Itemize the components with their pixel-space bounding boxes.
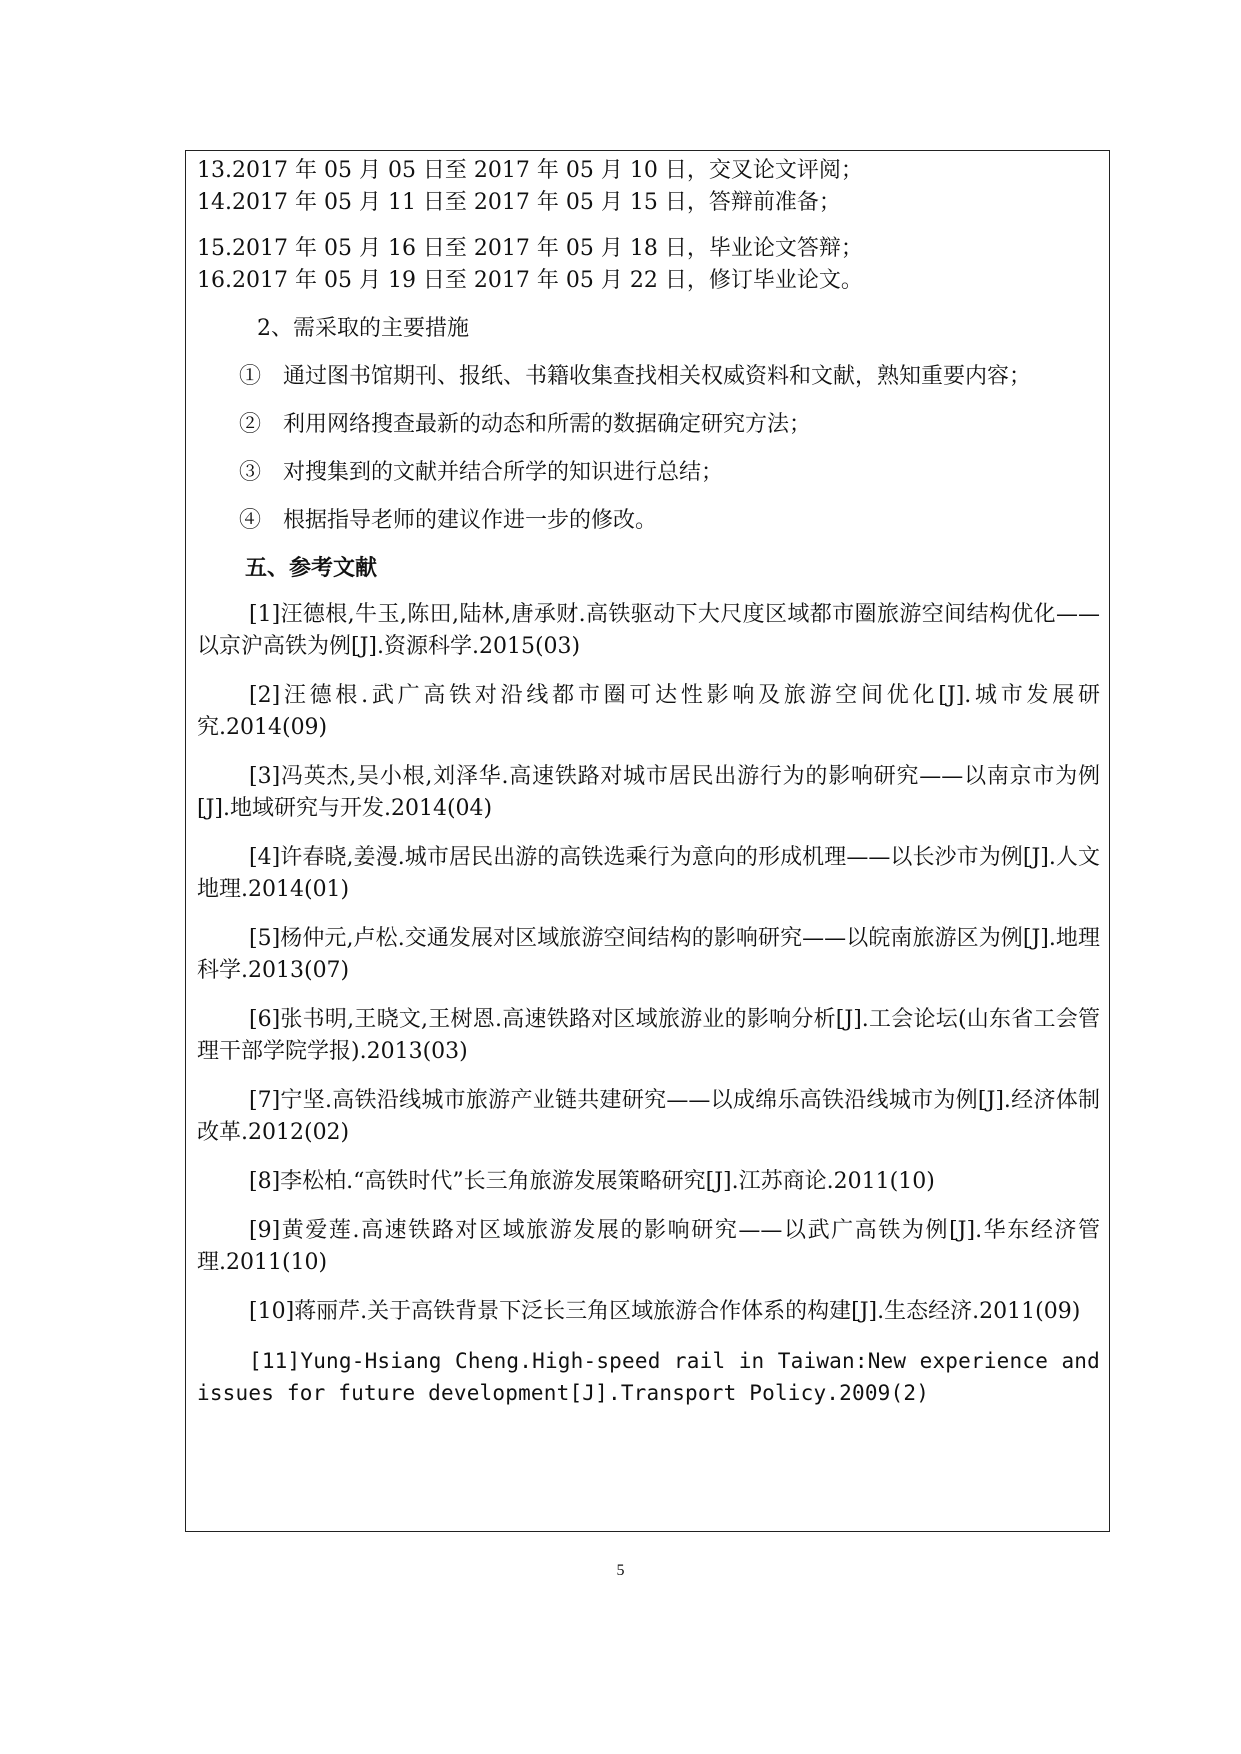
measure-item-4: ④ 根据指导老师的建议作进一步的修改。 — [239, 508, 658, 533]
measure-item-3: ③ 对搜集到的文献并结合所学的知识进行总结； — [239, 460, 724, 485]
reference-item: [3]冯英杰,吴小根,刘泽华.高速铁路对城市居民出游行为的影响研究——以南京市为例[J].地域研究与开发.2014(04) — [197, 764, 1100, 821]
measures-heading: 2、需采取的主要措施 — [257, 316, 469, 341]
reference-item: [4]许春晓,姜漫.城市居民出游的高铁选乘行为意向的形成机理——以长沙市为例[J].人文地理.2014(01) — [197, 845, 1100, 902]
reference-item: [8]李松柏.“高铁时代”长三角旅游发展策略研究[J].江苏商论.2011(10) — [249, 1169, 935, 1194]
document-body — [197, 155, 1100, 1426]
reference-item: [5]杨仲元,卢松.交通发展对区域旅游空间结构的影响研究——以皖南旅游区为例[J].地理科学.2013(07) — [197, 926, 1100, 983]
page-number: 5 — [616, 1562, 625, 1579]
references-heading: 五、参考文献 — [245, 556, 378, 581]
schedule-item-14: 14.2017 年 05 月 11 日至 2017 年 05 月 15 日，答辩前准备； — [197, 190, 841, 215]
reference-item-english: [11]Yung-Hsiang Cheng.High-speed rail in Taiwan:New experience and issues for future development[J].Transport Policy.2009(2) — [197, 1349, 1100, 1405]
reference-item: [2]汪德根.武广高铁对沿线都市圈可达性影响及旅游空间优化[J].城市发展研究.2014(09) — [197, 683, 1100, 740]
measure-item-2: ② 利用网络搜查最新的动态和所需的数据确定研究方法； — [239, 412, 812, 437]
reference-item: [1]汪德根,牛玉,陈田,陆林,唐承财.高铁驱动下大尺度区域都市圈旅游空间结构优化——以京沪高铁为例[J].资源科学.2015(03) — [197, 602, 1100, 659]
schedule-item-13: 13.2017 年 05 月 05 日至 2017 年 05 月 10 日，交叉论文评阅； — [197, 158, 863, 183]
measure-item-1: ① 通过图书馆期刊、报纸、书籍收集查找相关权威资料和文献，熟知重要内容； — [239, 364, 1032, 389]
reference-item: [6]张书明,王晓文,王树恩.高速铁路对区域旅游业的影响分析[J].工会论坛(山东省工会管理干部学院学报).2013(03) — [197, 1007, 1100, 1064]
reference-item: [7]宁坚.高铁沿线城市旅游产业链共建研究——以成绵乐高铁沿线城市为例[J].经济体制改革.2012(02) — [197, 1088, 1100, 1145]
schedule-item-15: 15.2017 年 05 月 16 日至 2017 年 05 月 18 日，毕业论文答辩； — [197, 236, 863, 261]
reference-item: [9]黄爱莲.高速铁路对区域旅游发展的影响研究——以武广高铁为例[J].华东经济管理.2011(10) — [197, 1218, 1100, 1275]
reference-item: [10]蒋丽芹.关于高铁背景下泛长三角区域旅游合作体系的构建[J].生态经济.2011(09) — [249, 1299, 1081, 1324]
schedule-item-16: 16.2017 年 05 月 19 日至 2017 年 05 月 22 日，修订毕业论文。 — [197, 268, 863, 293]
